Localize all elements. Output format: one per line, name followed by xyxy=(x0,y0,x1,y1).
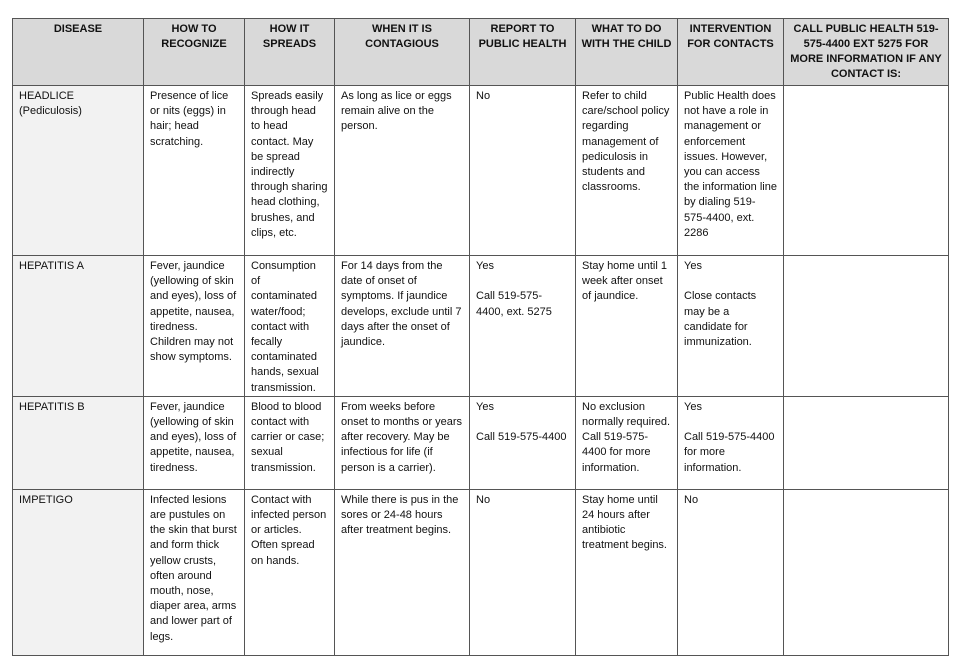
table-row xyxy=(13,256,949,397)
table-row xyxy=(13,396,949,489)
header-disease: DISEASE xyxy=(13,19,144,86)
spreads-cell: Contact with infected person or articles. Often spread on hands. xyxy=(245,489,335,655)
child-cell: Stay home until 1 week after onset of jaundice. xyxy=(576,256,678,397)
recognize-cell: Fever, jaundice (yellowing of skin and eyes), loss of appetite, nausea, tiredness. xyxy=(144,396,245,489)
header-call-public-health: CALL PUBLIC HEALTH 519-575-4400 EXT 5275 FOR MORE INFORMATION IF ANY CONTACT IS: xyxy=(784,19,949,86)
header-when-contagious: WHEN IT IS CONTAGIOUS xyxy=(335,19,470,86)
contagious-cell: From weeks before onset to months or years after recovery. May be infectious for life (if person is a carrier). xyxy=(335,396,470,489)
contacts-cell: Public Health does not have a role in management or enforcement issues. However, you can access the information line by dialing 519-575-4400, ext. 2286 xyxy=(678,86,784,256)
recognize-cell: Presence of lice or nits (eggs) in hair; head scratching. xyxy=(144,86,245,256)
spreads-cell: Consumption of contaminated water/food; contact with fecally contaminated hands, sexual transmission. xyxy=(245,256,335,397)
header-report-to-public-health: REPORT TO PUBLIC HEALTH xyxy=(470,19,576,86)
header-how-it-spreads: HOW IT SPREADS xyxy=(245,19,335,86)
spreads-cell: Blood to blood contact with carrier or case; sexual transmission. xyxy=(245,396,335,489)
call-cell xyxy=(784,489,949,655)
contacts-cell: Yes Close contacts may be a candidate for immunization. xyxy=(678,256,784,397)
call-cell xyxy=(784,86,949,256)
contagious-cell: For 14 days from the date of onset of symptoms. If jaundice develops, exclude until 7 days after the onset of jaundice. xyxy=(335,256,470,397)
recognize-cell: Infected lesions are pustules on the skin that burst and form thick yellow crusts, often around mouth, nose, diaper area, arms and lower part of legs. xyxy=(144,489,245,655)
disease-cell: HEPATITIS A xyxy=(13,256,144,397)
report-cell: No xyxy=(470,86,576,256)
header-row xyxy=(13,19,949,86)
contacts-cell: No xyxy=(678,489,784,655)
contacts-cell: Yes Call 519-575-4400 for more information. xyxy=(678,396,784,489)
contagious-cell: As long as lice or eggs remain alive on the person. xyxy=(335,86,470,256)
report-cell: No xyxy=(470,489,576,655)
child-cell: Refer to child care/school policy regarding management of pediculosis in students and classrooms. xyxy=(576,86,678,256)
disease-cell: HEADLICE (Pediculosis) xyxy=(13,86,144,256)
call-cell xyxy=(784,256,949,397)
child-cell: Stay home until 24 hours after antibiotic treatment begins. xyxy=(576,489,678,655)
call-cell xyxy=(784,396,949,489)
child-cell: No exclusion normally required. Call 519-575-4400 for more information. xyxy=(576,396,678,489)
table-row xyxy=(13,489,949,655)
disease-table xyxy=(12,18,949,656)
disease-cell: HEPATITIS B xyxy=(13,396,144,489)
report-cell: Yes Call 519-575-4400, ext. 5275 xyxy=(470,256,576,397)
report-cell: Yes Call 519-575-4400 xyxy=(470,396,576,489)
contagious-cell: While there is pus in the sores or 24-48 hours after treatment begins. xyxy=(335,489,470,655)
recognize-cell: Fever, jaundice (yellowing of skin and eyes), loss of appetite, nausea, tiredness. Children may not show symptoms. xyxy=(144,256,245,397)
table-row xyxy=(13,86,949,256)
disease-cell: IMPETIGO xyxy=(13,489,144,655)
header-how-to-recognize: HOW TO RECOGNIZE xyxy=(144,19,245,86)
spreads-cell: Spreads easily through head to head contact. May be spread indirectly through sharing head clothing, brushes, and clips, etc. xyxy=(245,86,335,256)
header-what-to-do-with-child: WHAT TO DO WITH THE CHILD xyxy=(576,19,678,86)
header-intervention-for-contacts: INTERVENTION FOR CONTACTS xyxy=(678,19,784,86)
